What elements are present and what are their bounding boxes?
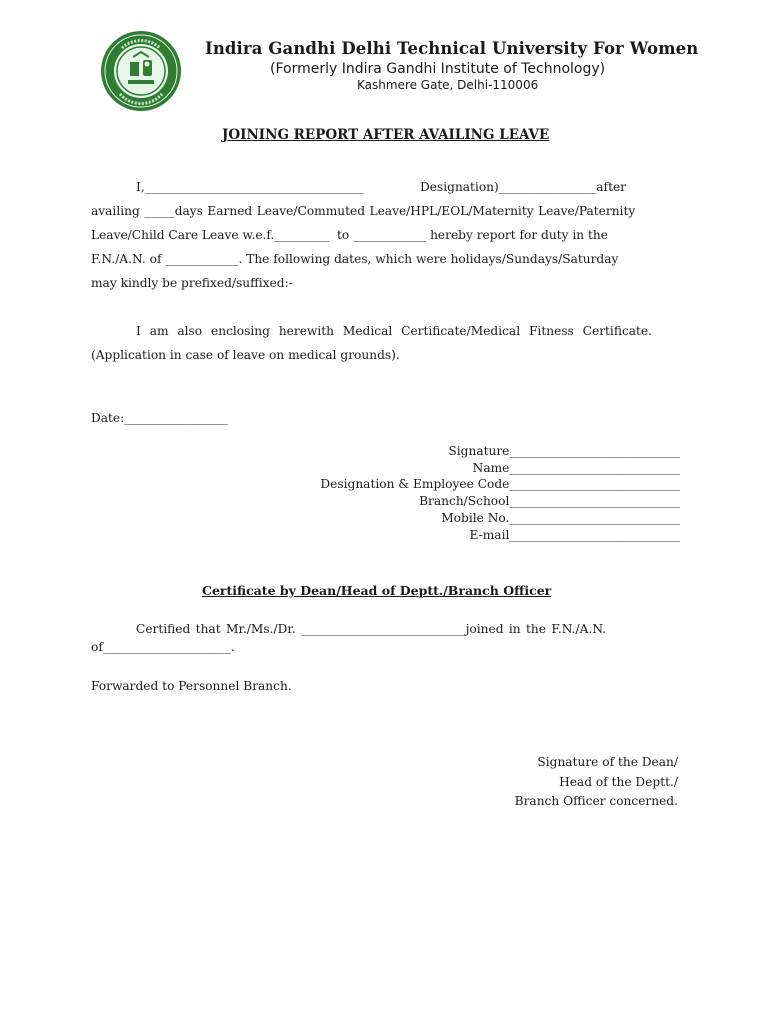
dean-signature-line1: Signature of the Dean/ — [537, 755, 678, 769]
certificate-line1: Certified that Mr./Ms./Dr. ___________________________joined in the F.N./A.N. — [136, 622, 607, 636]
former-name: (Formerly Indira Gandhi Institute of Technology) — [270, 61, 606, 77]
date-field: Date:_________________ — [91, 411, 228, 425]
para1-line4: F.N./A.N. of ____________. The following dates, which were holidays/Sundays/Saturday — [91, 252, 619, 266]
para1-line2: availing _____days Earned Leave/Commuted Leave/HPL/EOL/Maternity Leave/Paternity — [91, 204, 636, 218]
certificate-line2: of_____________________. — [91, 640, 235, 654]
mobile-field: Mobile No.____________________________ — [441, 511, 680, 525]
para1-line1-a: I,____________________________________ — [136, 180, 365, 194]
dean-signature-line3: Branch Officer concerned. — [514, 794, 678, 808]
forward-note: Forwarded to Personnel Branch. — [91, 679, 292, 693]
signature-field: Signature____________________________ — [448, 444, 680, 458]
university-name: Indira Gandhi Delhi Technical University For Women — [205, 39, 699, 58]
para2-line2: (Application in case of leave on medical grounds). — [91, 348, 400, 362]
university-address: Kashmere Gate, Delhi-110006 — [357, 78, 539, 92]
university-seal-icon — [100, 30, 182, 112]
form-title: JOINING REPORT AFTER AVAILING LEAVE — [222, 127, 550, 143]
para1-line5: may kindly be prefixed/suffixed:- — [91, 276, 293, 290]
para1-line3: Leave/Child Care Leave w.e.f._________ to ____________ hereby report for duty in the — [91, 228, 608, 242]
name-field: Name____________________________ — [472, 461, 680, 475]
para2-line1: I am also enclosing herewith Medical Certificate/Medical Fitness Certificate. — [136, 324, 653, 338]
designation-field: Designation & Employee Code____________________________ — [320, 477, 680, 491]
email-field: E-mail____________________________ — [469, 528, 680, 542]
branch-field: Branch/School____________________________ — [419, 494, 680, 508]
certificate-title: Certificate by Dean/Head of Deptt./Branch Officer — [202, 583, 552, 598]
dean-signature-line2: Head of the Deptt./ — [559, 775, 678, 789]
para1-line1-b: Designation)________________after — [420, 180, 627, 194]
